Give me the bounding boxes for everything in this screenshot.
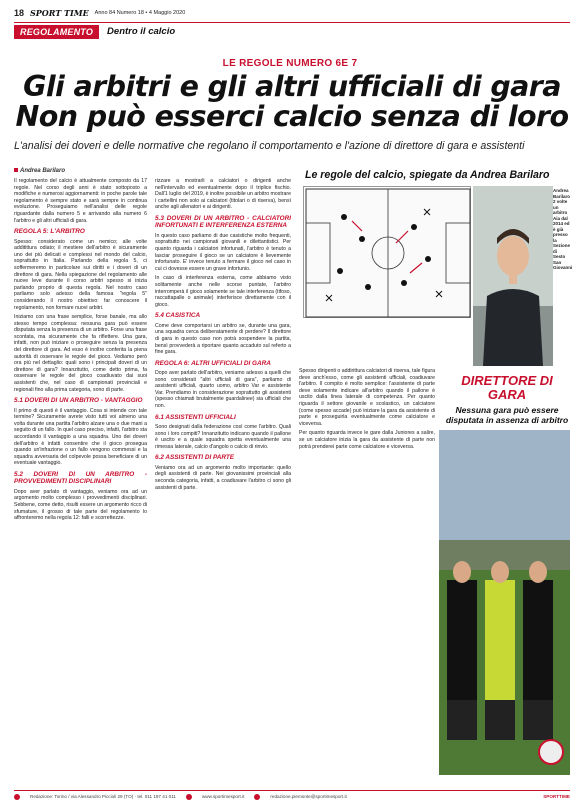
footer-contacts: Redazione: Torino / via Alessandro Piccioli 29 (TO) · tel. 011 197 41 011 — [30, 794, 176, 799]
section-bar — [14, 24, 175, 39]
deck: L'analisi dei doveri e delle normative che regolano il comportamento e l'azione di direttore di gara e assistenti — [14, 140, 525, 152]
paragraph: In caso di interferenza esterna, come abbiamo visto solitamente anche nelle scorse puntate, l'arbitro interromperà il gioco solamente se tale interferenza (tifoso, raccattapalle o animale) interferisce direttamente con il gioco. — [155, 275, 291, 308]
kicker: LE REGOLE NUMERO 6E 7 — [222, 58, 358, 69]
tactics-board-image — [303, 186, 471, 318]
tactics-board-drawing — [304, 187, 472, 319]
feature-box — [299, 168, 573, 368]
sidebar-subtitle: Nessuna gara può essere disputata in assenza di arbitro — [445, 405, 569, 425]
paragraph: Iniziamo con una frase semplice, forse banale, ma allo stesso tempo complessa: nessuna gara può essere disputata senza la presenza di un arbitro. Forse una frase scontata, ma sicuramente che fa riflettere. Una gara, infatti, non può iniziare o proseguire senza la presenza del direttore di gara. Ad esso è inoltre conferita la piena autorità di osservare le regole del gioco. Vediamo però ora più nel dettaglio: quali sono i principali doveri di un direttore di gara? Innanzitutto, come detto prima, fa osservare le regole del gioco coadiuvato dai suoi assistenti che, nel caso di campionati provinciali e regionali fino alla prima categoria, sono di parte. — [14, 314, 147, 393]
masthead: SPORT TIME — [30, 8, 89, 18]
paragraph: Spesso: considerato come un nemico; alle volte additittura odiato; il mestiere dell'arbitro è sicuramente uno dei più delicati e complessi nel mondo del calcio, soprattutto in Italia. Parlando della regola 5, ci soffermeremo in particolare sui diritti e i doveri di un direttore di gara. Nella spiegazione del regolamento alle nuove leve durante il corso arbitri spesso si inizia parlando proprio di questa regola. Nel nostro caso parliamo solo adesso della famosa "regola 5" considerando il nostro obiettivo: far conoscere il regolamento, non formare nuovi arbitri. — [14, 238, 147, 311]
article-column-1 — [14, 178, 147, 763]
page-number: 18 — [14, 8, 25, 18]
article-column-2 — [155, 178, 291, 763]
web-icon — [186, 794, 192, 800]
headline-line-1: Gli arbitri e gli altri ufficiali di gara — [23, 70, 561, 103]
issue-info: Anno 84 Numero 18 • 4 Maggio 2020 — [94, 10, 186, 16]
paragraph: Dopo aver parlato dell'arbitro, veniamo adesso a quelli che sono considerati "altri ufficiali di gara", parliamo di assistenti ufficiali, quarto uomo, arbitro Var e assistente Var. Prendiamo in considerazione soprattutto gli assistenti (spesso chiamati brutalmente guardalinee) sia ufficiali che non. — [155, 370, 291, 410]
paragraph: Come deve comportarsi un arbitro se, durante una gara, una squadra cerca deliberatamente di perdere? Il direttore di gara in questo caso non potrà sospendere la partita, bensì provvederà a riportare quanto accaduto sul referto a fine gara. — [155, 322, 291, 356]
footer-site: www.sportimesport.it — [201, 794, 245, 799]
section-tag: REGOLAMENTO — [14, 25, 99, 39]
author-portrait — [473, 186, 553, 366]
paragraph: Veniamo ora ad un argomento molto importante: quello degli assistenti di parte. Nei giovanissimi provinciali alla seconda categoria, infatti, a coadiuvare l'arbitro ci sono gli assistenti di parte. — [155, 464, 291, 491]
article-column-3 — [299, 368, 435, 763]
page-footer — [14, 790, 570, 800]
subheading: 6.1 ASSISTENTI UFFICIALI — [155, 413, 236, 421]
headline — [14, 72, 570, 132]
location-icon — [14, 794, 20, 800]
subheading: 5.1 DOVERI DI UN ARBITRO - VANTAGGIO — [14, 397, 143, 405]
referees-illustration — [439, 430, 570, 775]
subheading: 5.3 DOVERI DI UN ARBITRO - CALCIATORI INFORTUNATI E INTERFERENZA ESTERNA — [155, 214, 291, 230]
sidebar-heading — [444, 374, 570, 425]
paragraph: rizzare a mostrarli a calciatori o dirigenti anche nell'intervallo ed eventualmente dopo il triplice fischio. Dall'1 luglio del 2019, è inoltre possibile un arbitro mostrare i cartellini non solo ai calciatori (titolari o di riserva), bensì anche agli allenatori e ai dirigenti. — [155, 178, 291, 211]
section-subtitle: Dentro il calcio — [107, 26, 176, 37]
subheading: REGOLA 6: ALTRI UFFICIALI DI GARA — [155, 359, 271, 367]
referees-photo — [439, 430, 570, 775]
paragraph: Il primo di questi è il vantaggio. Cosa si intende con tale termine? Sicuramente avrete visto tutti voi almeno una volta durante una partita l'arbitro alzare una o due mani a seguito di un fallo. In quel caso preciso, infatti, l'arbitro sta accordando il vantaggio a una squadra. Uno dei doveri dell'arbitro è infatti consentire che il gioco prosegua quando un'infrazione o un fallo vengono commessi e la squadra avversaria del colpevole possa beneficiare di un eventuale vantaggio. — [14, 407, 147, 467]
paragraph: Dopo aver parlato di vantaggio, veniamo ora ad un argomento molto complesso i provvedimenti disciplinari. Sebbene, come detto, risulti essere un argomento ricco di sfumature, il grosso di tale parte del regolamento lo affronteremo nella regola 12: falli e scorrettezze. — [14, 488, 147, 522]
subheading: REGOLA 5: L'ARBITRO — [14, 228, 85, 236]
paragraph: Sono designati dalla federazione così come l'arbitro. Quali sono i loro compiti? Innanzitutto indicano quando il pallone è uscito e a quale squadra spetta eventualmente una rimessa laterale, calcio d'angolo o calcio di rinvio. — [155, 424, 291, 450]
paragraph: In questo caso parliamo di due casistiche molto frequenti, soprattutto nei campionati giovanili e dilettantistici. Per quanto riguarda i calciatori infortunati, l'arbitro è tenuto a lasciar proseguire il gioco se un calciatore è lievemente infortunato. E' invece tenuto a fermare il gioco nel caso in cui ci dovesse essere un grave infortunio. — [155, 232, 291, 272]
headline-line-2: Non può esserci calcio senza di loro — [15, 100, 569, 133]
sidebar-title: DIRETTORE DI GARA — [461, 373, 553, 402]
byline-author: Andrea Barilaro — [20, 168, 66, 174]
subheading: 5.4 CASISTICA — [155, 312, 201, 320]
mail-icon — [254, 794, 260, 800]
bullet-icon — [14, 168, 18, 172]
portrait-caption: Andrea Barilaro 2 volte un arbitro Aia dal 2014 ed è già presso la Sezione di Sesto San Giovanni — [553, 188, 573, 270]
feature-heading: Le regole del calcio, spiegate da Andrea Barilaro — [305, 169, 550, 181]
footer-brand: SPORTTIME — [543, 794, 570, 799]
portrait-illustration — [473, 186, 553, 366]
paragraph: Spesso dirigenti o addirittura calciatori di riserva, tale figura deve anch'esso, come gli assistenti ufficiali, coadiuvare l'arbitro. Il compito è molto semplice: l'assistente di parte deve solamente indicare all'arbitro quando il pallone è uscito dalla linea laterale di competenza. Per quanto riguarda il settore giovanile e scolastico, un calciatore (come spesso accade) può iniziare la gara da assistente di parte e proseguirla eventualmente come calciatore e viceversa. — [299, 368, 435, 427]
subheading: 6.2 ASSISTENTI DI PARTE — [155, 454, 235, 462]
byline — [14, 168, 65, 174]
page-header — [14, 6, 570, 20]
footer-email: redazione.piemonte@sportimesport.it — [270, 794, 347, 799]
paragraph: Il regolamento del calcio è attualmente composto da 17 regole. Nel corso degli anni è stato sottoposto a modifiche e numerosi aggiornamenti: in poche parole tale regolamento è sempre stato e sarà sempre in continua evoluzione. Proseguiamo nell'analisi delle regole riguardante dalla numero 5 e arrivando alla numero 6 l'arbitro e gli altri ufficiali di gara. — [14, 178, 147, 224]
header-rule — [14, 22, 570, 23]
subheading: 5.2 DOVERI DI UN ARBITRO - PROVVEDIMENTI DISCIPLINARI — [14, 470, 147, 486]
paragraph: Per quanto riguarda invece le gare dalla Juniores a salire, se un calciatore inizia la gara da assistente di parte non potrà prenderei parte come calciatore e viceversa. — [299, 430, 435, 450]
